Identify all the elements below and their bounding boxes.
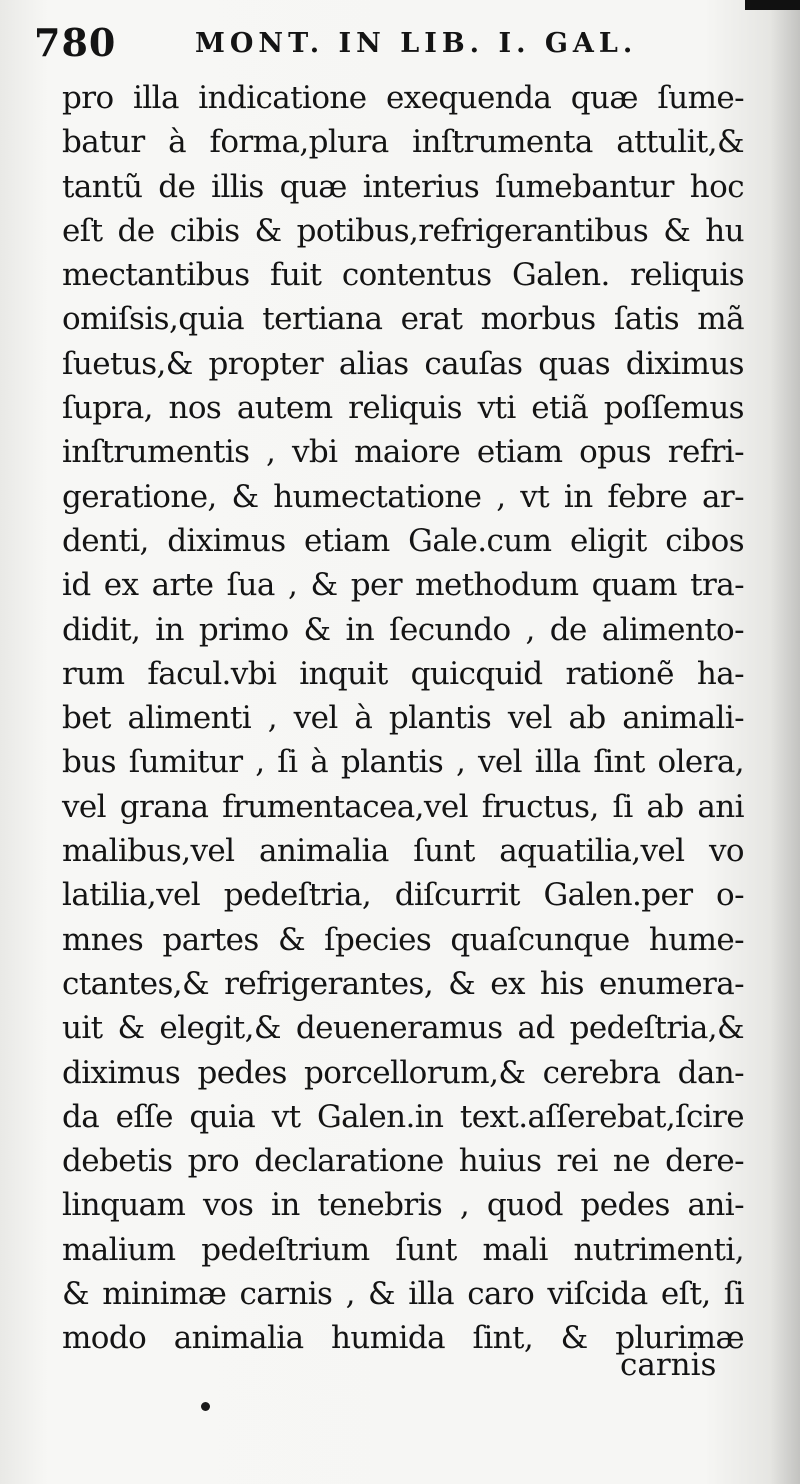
text-line: eſt de cibis & potibus,refrigerantibus & hu [62, 212, 744, 249]
text-line: ctantes,& refrigerantes, & ex his enumera- [62, 965, 744, 1002]
page-edge-shadow [770, 0, 800, 1484]
text-line: diximus pedes porcellorum,& cerebra dan- [62, 1054, 744, 1091]
text-line: & minimæ carnis , & illa caro viſcida eſt, ſi [62, 1276, 744, 1313]
text-line: latilia,vel pedeſtria, diſcurrit Galen.per o- [62, 877, 744, 914]
text-line: debetis pro declaratione huius rei ne dere- [62, 1143, 744, 1180]
text-line: denti, diximus etiam Gale.cum eligit cibos [62, 522, 744, 559]
text-line: geratione, & humectatione , vt in febre ar- [62, 478, 744, 515]
scan-border [745, 0, 800, 10]
text-line: modo animalia humida ſint, & plurimæ [62, 1320, 744, 1357]
text-line: ſupra, nos autem reliquis vti etiã poſſemus [62, 390, 744, 427]
text-line: omiſsis,quia tertiana erat morbus ſatis mã [62, 301, 744, 338]
text-line: pro illa indicatione exequenda quæ ſume- [62, 80, 744, 116]
text-line: inſtrumentis , vbi maiore etiam opus refri- [62, 434, 744, 471]
text-line: malibus,vel animalia ſunt aquatilia,vel vo [62, 833, 744, 870]
text-line: bet alimenti , vel à plantis vel ab animali- [62, 700, 744, 737]
running-head: MONT. IN LIB. I. GAL. [195, 28, 638, 59]
page-header [30, 18, 720, 68]
text-line: id ex arte ſua , & per methodum quam tra- [62, 567, 744, 604]
page-number: 780 [34, 20, 117, 65]
text-line: linquam vos in tenebris , quod pedes ani- [62, 1187, 744, 1224]
text-line: vel grana frumentacea,vel fructus, ſi ab ani [62, 788, 744, 825]
text-line: mnes partes & ſpecies quaſcunque hume- [62, 921, 744, 958]
text-line: uit & elegit,& deueneramus ad pedeſtria,& [62, 1010, 744, 1047]
text-line: malium pedeſtrium ſunt mali nutrimenti, [62, 1231, 744, 1268]
body-text [62, 76, 744, 1361]
text-line: batur à forma,plura inſtrumenta attulit,& [62, 124, 744, 161]
text-line: ſuetus,& propter alias cauſas quas diximus [62, 345, 744, 382]
text-line: bus ſumitur , ſi à plantis , vel illa ſint olera, [62, 744, 744, 781]
text-line: rum facul.vbi inquit quicquid rationẽ ha- [62, 655, 744, 692]
text-line: da eſſe quia vt Galen.in text.aſſerebat,ſcire [62, 1098, 744, 1135]
text-line: didit, in primo & in ſecundo , de alimento- [62, 611, 744, 648]
text-line: mectantibus fuit contentus Galen. reliquis [62, 257, 744, 294]
ink-dot [201, 1402, 210, 1411]
text-line: tantũ de illis quæ interius ſumebantur hoc [62, 168, 744, 205]
catchword: carnis [620, 1347, 717, 1383]
